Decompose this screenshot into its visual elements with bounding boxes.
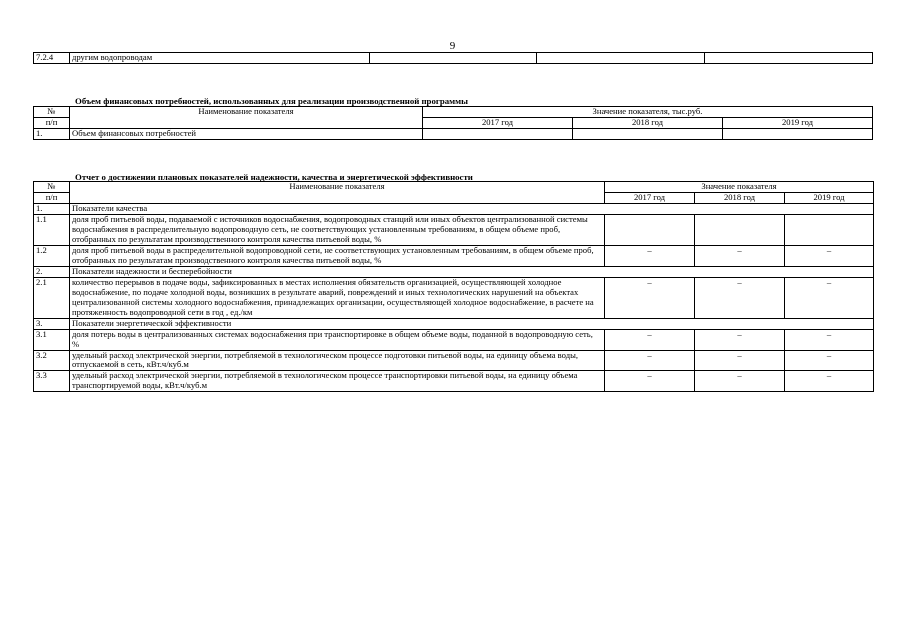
header-num-sub: п/п xyxy=(34,117,70,128)
table-row xyxy=(34,214,874,245)
row-value xyxy=(423,128,573,139)
header-name: Наименование показателя xyxy=(70,182,605,204)
table-row xyxy=(34,371,874,392)
row-value: – xyxy=(785,350,874,371)
row-value: – xyxy=(605,329,695,350)
row-value: – xyxy=(695,350,785,371)
row-number: 1. xyxy=(34,203,70,214)
row-number: 3.1 xyxy=(34,329,70,350)
table-row xyxy=(34,53,873,64)
row-value: – xyxy=(605,245,695,266)
row-value xyxy=(695,214,785,245)
group-name: Показатели энергетической эффективности xyxy=(70,318,874,329)
table-row xyxy=(34,128,873,139)
header-num-sub: п/п xyxy=(34,192,70,203)
financial-needs-table xyxy=(33,106,873,140)
row-value: – xyxy=(605,350,695,371)
group-name: Показатели качества xyxy=(70,203,874,214)
row-value: – xyxy=(695,329,785,350)
row-name: доля потерь воды в централизованных системах водоснабжения при транспортировке в общем объеме воды, поданной в водопроводную сеть, % xyxy=(70,329,605,350)
header-year: 2017 год xyxy=(423,117,573,128)
group-row xyxy=(34,203,874,214)
row-number: 3.3 xyxy=(34,371,70,392)
row-value xyxy=(785,214,874,245)
group-row xyxy=(34,318,874,329)
group-row xyxy=(34,266,874,277)
row-value xyxy=(723,128,873,139)
header-name: Наименование показателя xyxy=(70,107,423,129)
row-name: удельный расход электрической энергии, потребляемой в технологическом процессе подготовки питьевой воды, на единицу объема воды, отпускаемой в сеть, кВт.ч/куб.м xyxy=(70,350,605,371)
row-number: 1. xyxy=(34,128,70,139)
indicators-table xyxy=(33,181,874,392)
row-value: – xyxy=(695,371,785,392)
row-number: 2.1 xyxy=(34,277,70,318)
row-name: доля проб питьевой воды в распределительной водопроводной сети, не соответствующих установленным требованиям, в общем объеме проб, отобранных по результатам производственного контроля качества питьевой воды, % xyxy=(70,245,605,266)
header-num: № xyxy=(34,182,70,193)
header-num: № xyxy=(34,107,70,118)
group-name: Показатели надежности и бесперебойности xyxy=(70,266,874,277)
row-value: – xyxy=(605,277,695,318)
table-row xyxy=(34,350,874,371)
page-number: 9 xyxy=(449,40,456,52)
row-value: – xyxy=(785,371,874,392)
continuation-table xyxy=(33,52,873,64)
header-year: 2019 год xyxy=(785,192,874,203)
row-value: – xyxy=(785,277,874,318)
header-year: 2019 год xyxy=(723,117,873,128)
row-value xyxy=(705,53,873,64)
section-title-financial: Объем финансовых потребностей, использованных для реализации производственной программы xyxy=(75,96,468,106)
row-value: – xyxy=(785,329,874,350)
row-number: 3.2 xyxy=(34,350,70,371)
table-row xyxy=(34,245,874,266)
header-year: 2018 год xyxy=(573,117,723,128)
section-title-report: Отчет о достижении плановых показателей надежности, качества и энергетической эффективности xyxy=(75,172,473,182)
row-value xyxy=(605,214,695,245)
row-number: 1.1 xyxy=(34,214,70,245)
row-value xyxy=(370,53,537,64)
table-row xyxy=(34,277,874,318)
row-name: удельный расход электрической энергии, потребляемой в технологическом процессе транспортировки питьевой воды, на единицу объема транспортируемой воды, кВт.ч/куб.м xyxy=(70,371,605,392)
row-name: другим водопроводам xyxy=(70,53,370,64)
header-year: 2018 год xyxy=(695,192,785,203)
table-row xyxy=(34,329,874,350)
row-name: доля проб питьевой воды, подаваемой с источников водоснабжения, водопроводных станций или иных объектов централизованной системы водоснабжения в распределительную водопроводную сеть, не соответствующих установленным требованиям, в общем объеме проб, отобранных по результатам производственного контроля качества питьевой воды, % xyxy=(70,214,605,245)
header-year: 2017 год xyxy=(605,192,695,203)
row-name: Объем финансовых потребностей xyxy=(70,128,423,139)
row-value xyxy=(537,53,705,64)
row-value xyxy=(573,128,723,139)
row-value: – xyxy=(695,277,785,318)
row-number: 7.2.4 xyxy=(34,53,70,64)
header-value-group: Значение показателя xyxy=(605,182,874,193)
row-number: 2. xyxy=(34,266,70,277)
row-number: 1.2 xyxy=(34,245,70,266)
row-value: – xyxy=(695,245,785,266)
row-value: – xyxy=(605,371,695,392)
row-number: 3. xyxy=(34,318,70,329)
row-name: количество перерывов в подаче воды, зафиксированных в местах исполнения обязательств организацией, осуществляющей холодное водоснабжение, по подаче холодной воды, возникших в результате аварий, повреждений и иных технологических нарушений на объектах централизованной системы холодного водоснабжения, принадлежащих организации, осуществляющей холодное водоснабжение, в расчете на протяженность водопроводной сети в год , ед./км xyxy=(70,277,605,318)
header-value-group: Значение показателя, тыс.руб. xyxy=(423,107,873,118)
row-value: – xyxy=(785,245,874,266)
